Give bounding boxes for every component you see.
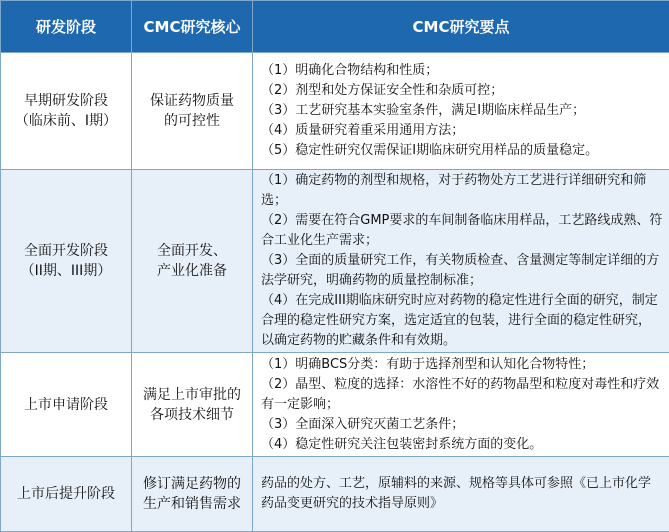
point-item: （3）全面的质量研究工作，有关物质检查、含量测定等制定详细的方法学研究，明确药物的质量控制标准； (261, 251, 663, 291)
stage-label: 全面开发阶段 (1, 241, 131, 261)
header-stage: 研发阶段 (1, 1, 132, 53)
point-item: 药品的处方、工艺，原辅料的来源、规格等具体可参照《已上市化学药品变更研究的技术指导原则》 (261, 474, 663, 514)
stage-label: 早期研发阶段 (1, 91, 131, 111)
table-row-submission (1, 353, 669, 457)
core-line: 保证药物质量 (132, 91, 252, 111)
stage-label: 上市申请阶段 (1, 395, 131, 415)
point-item: （2）剂型和处方保证安全性和杂质可控； (261, 81, 663, 101)
core-line: 全面开发、 (132, 241, 252, 261)
header-cmc-points: CMC研究要点 (253, 1, 669, 53)
stage-sublabel: （II期、III期） (1, 261, 131, 281)
core-line: 产业化准备 (132, 261, 252, 281)
header-cmc-core: CMC研究核心 (132, 1, 253, 53)
core-line: 各项技术细节 (132, 405, 252, 425)
core-cell (132, 457, 253, 532)
stage-label: 上市后提升阶段 (1, 484, 131, 504)
table-row-early (1, 53, 669, 170)
table-row-full-dev (1, 170, 669, 353)
points-cell (253, 170, 669, 353)
stage-cell (1, 53, 132, 170)
core-line: 的可控性 (132, 111, 252, 131)
table-header-row (1, 1, 669, 53)
core-line: 满足上市审批的 (132, 385, 252, 405)
points-cell (253, 457, 669, 532)
point-item: （3）工艺研究基本实验室条件，满足I期临床样品生产； (261, 101, 663, 121)
point-item: （2）晶型、粒度的选择：水溶性不好的药物晶型和粒度对毒性和疗效有一定影响； (261, 375, 663, 415)
point-item: （4）质量研究着重采用通用方法； (261, 121, 663, 141)
point-item: （2）需要在符合GMP要求的车间制备临床用样品，工艺路线成熟、符合工业化生产需求； (261, 211, 663, 251)
stage-cell (1, 170, 132, 353)
core-cell (132, 353, 253, 457)
point-item: （1）明确化合物结构和性质； (261, 61, 663, 81)
point-item: （1）明确BCS分类：有助于选择剂型和认知化合物特性； (261, 355, 663, 375)
point-item: （4）稳定性研究关注包装密封系统方面的变化。 (261, 435, 663, 455)
table-row-post-market (1, 457, 669, 532)
point-item: （3）全面深入研究灭菌工艺条件； (261, 415, 663, 435)
stage-sublabel: （临床前、I期） (1, 111, 131, 131)
stage-cell (1, 457, 132, 532)
core-line: 生产和销售需求 (132, 494, 252, 514)
points-cell (253, 353, 669, 457)
core-cell (132, 170, 253, 353)
point-item: （4）在完成III期临床研究时应对药物的稳定性进行全面的研究，制定合理的稳定性研究方案，选定适宜的包装，进行全面的稳定性研究，以确定药物的贮藏条件和有效期。 (261, 291, 663, 351)
point-item: （5）稳定性研究仅需保证I期临床研究用样品的质量稳定。 (261, 141, 663, 161)
point-item: （1）确定药物的剂型和规格，对于药物处方工艺进行详细研究和筛选； (261, 171, 663, 211)
core-cell (132, 53, 253, 170)
points-cell (253, 53, 669, 170)
core-line: 修订满足药物的 (132, 474, 252, 494)
stage-cell (1, 353, 132, 457)
